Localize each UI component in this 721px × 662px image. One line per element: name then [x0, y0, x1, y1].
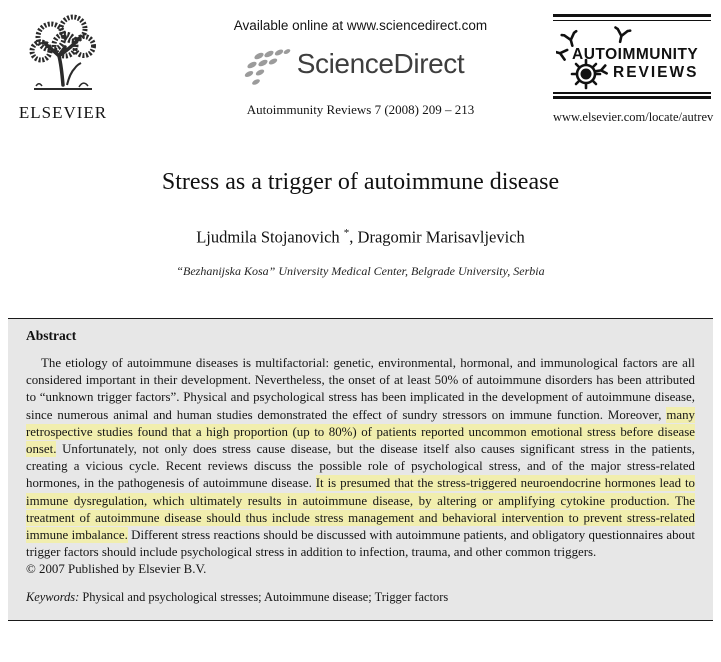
autoimmunity-reviews-logo: [556, 24, 708, 90]
keywords-line: [26, 590, 695, 605]
logo-text-reviews: REVIEWS: [613, 64, 699, 81]
logo-box-top-rules: [553, 14, 711, 21]
abstract-highlighted-text: It is presumed that the stress-triggered neuroendocrine hormones lead to immune dysregulation, which ultimately results in autoimmune disease, by altering or amplifying cytokine production. The treatment of autoimmune disease should thus include stress management and behavioral intervention to prevent stress-related immune imbalance.: [26, 476, 695, 543]
abstract-section: [8, 318, 713, 621]
autoimmunity-reviews-logo-box: [553, 14, 714, 125]
affiliation-line: “Bezhanijska Kosa” University Medical Center, Belgrade University, Serbia: [176, 264, 545, 278]
keywords-label: Keywords:: [26, 589, 80, 604]
spiky-cell-icon: [572, 60, 600, 88]
abstract-highlighted-text: many retrospective studies found that a high proportion (up to 80%) of patients reported uncommon emotional stress before disease onset.: [26, 407, 695, 457]
author-2: , Dragomir Marisavljevich: [349, 227, 525, 247]
journal-citation: Autoimmunity Reviews 7 (2008) 209 – 213: [246, 102, 475, 117]
abstract-text: Unfortunately, not only does stress cause disease, but the disease itself also causes significant stress in the patients, creating a vicious cycle. Recent reviews discuss the possible role of psychological stress, and of the major stress-related hormones, in the pathogenesis of autoimmune disease.: [26, 442, 695, 491]
abstract-text: The etiology of autoimmune diseases is multifactorial: genetic, environmental, hormonal, and immunological factors are all considered important in their development. Nevertheless, the onset of at least 50% of autoimmune disorders has been attributed to “unknown trigger factors”. Physical and psychological stress has been implicated in the development of autoimmune disease, since numerous animal and human studies demonstrated the effect of sundry stressors on immune function. Moreover,: [26, 356, 695, 422]
keywords-text: Physical and psychological stresses; Autoimmune disease; Trigger factors: [79, 589, 449, 604]
copyright-line: © 2007 Published by Elsevier B.V.: [26, 562, 207, 577]
abstract-heading: Abstract: [26, 328, 77, 343]
journal-url: www.elsevier.com/locate/autrev: [553, 110, 714, 124]
elsevier-logo-text: ELSEVIER: [18, 103, 108, 122]
abstract-paragraph: [26, 355, 695, 561]
available-online-text: Available online at www.sciencedirect.com: [233, 18, 488, 33]
abstract-text: Different stress reactions should be discussed with autoimmune patients, and obligatory questionnaires about trigger factors should include psychological stress in addition to infection, trauma, and other common triggers.: [26, 528, 695, 560]
sciencedirect-dots-icon: [237, 48, 293, 90]
logo-text-autoimmunity: AUTOIMMUNITY: [572, 46, 699, 63]
author-1: Ljudmila Stojanovich: [196, 227, 340, 247]
article-title: Stress as a trigger of autoimmune disease: [161, 169, 560, 195]
corresponding-author-asterisk: *: [343, 227, 350, 239]
authors-line: [0, 227, 721, 248]
sciencedirect-logo-text: ScienceDirect: [296, 48, 465, 79]
logo-box-bottom-rules: [553, 92, 711, 99]
